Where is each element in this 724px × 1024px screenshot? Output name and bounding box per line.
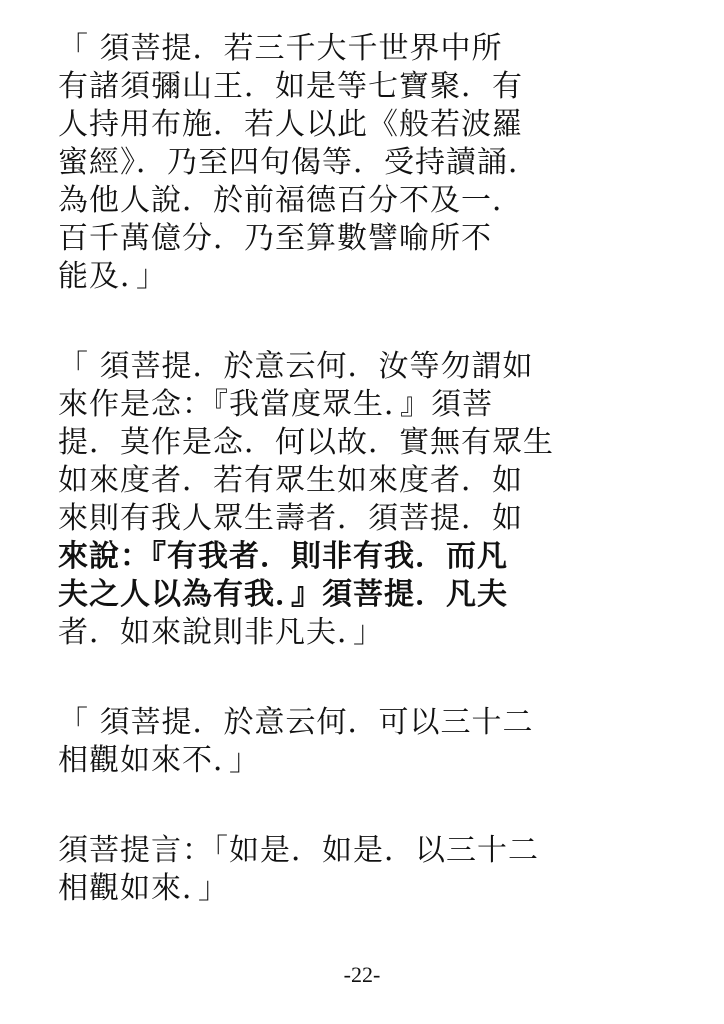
text-line-bold: 夫之人以為有我．』須菩提．凡夫 [58, 577, 508, 612]
text-line: 能及．」 [58, 259, 167, 294]
text-line: 「 須菩提．於意云何．可以三十二 [58, 705, 534, 740]
text-line: 如來度者．若有眾生如來度者．如 [58, 463, 523, 498]
text-line: 來則有我人眾生壽者．須菩提．如 [58, 501, 523, 536]
text-line-bold: 來說：『有我者．則非有我．而凡 [58, 539, 508, 574]
text-line: 為他人說．於前福德百分不及一． [58, 183, 523, 218]
text-line: 蜜經》．乃至四句偈等．受持讀誦． [58, 145, 539, 180]
text-line: 相觀如來不．」 [58, 743, 260, 778]
text-line: 須菩提言：「如是．如是．以三十二 [58, 833, 539, 868]
text-line: 「 須菩提．於意云何．汝等勿謂如 [58, 349, 534, 384]
sutra-text-page [58, 30, 678, 960]
text-line: 相觀如來．」 [58, 871, 229, 906]
text-line: 來作是念：『我當度眾生．』須菩 [58, 387, 493, 422]
text-line: 提．莫作是念．何以故．實無有眾生 [58, 425, 554, 460]
text-line: 「 須菩提．若三千大千世界中所 [58, 31, 503, 66]
text-line: 百千萬億分．乃至算數譬喻所不 [58, 221, 492, 256]
text-line: 者．如來說則非凡夫．」 [58, 615, 384, 650]
paragraph-2 [58, 348, 678, 652]
paragraph-1 [58, 30, 678, 296]
text-line: 有諸須彌山王．如是等七寶聚．有 [58, 69, 523, 104]
page-number: -22- [343, 962, 381, 987]
paragraph-3 [58, 704, 678, 780]
paragraph-4 [58, 832, 678, 908]
text-line: 人持用布施．若人以此《般若波羅 [58, 107, 523, 142]
